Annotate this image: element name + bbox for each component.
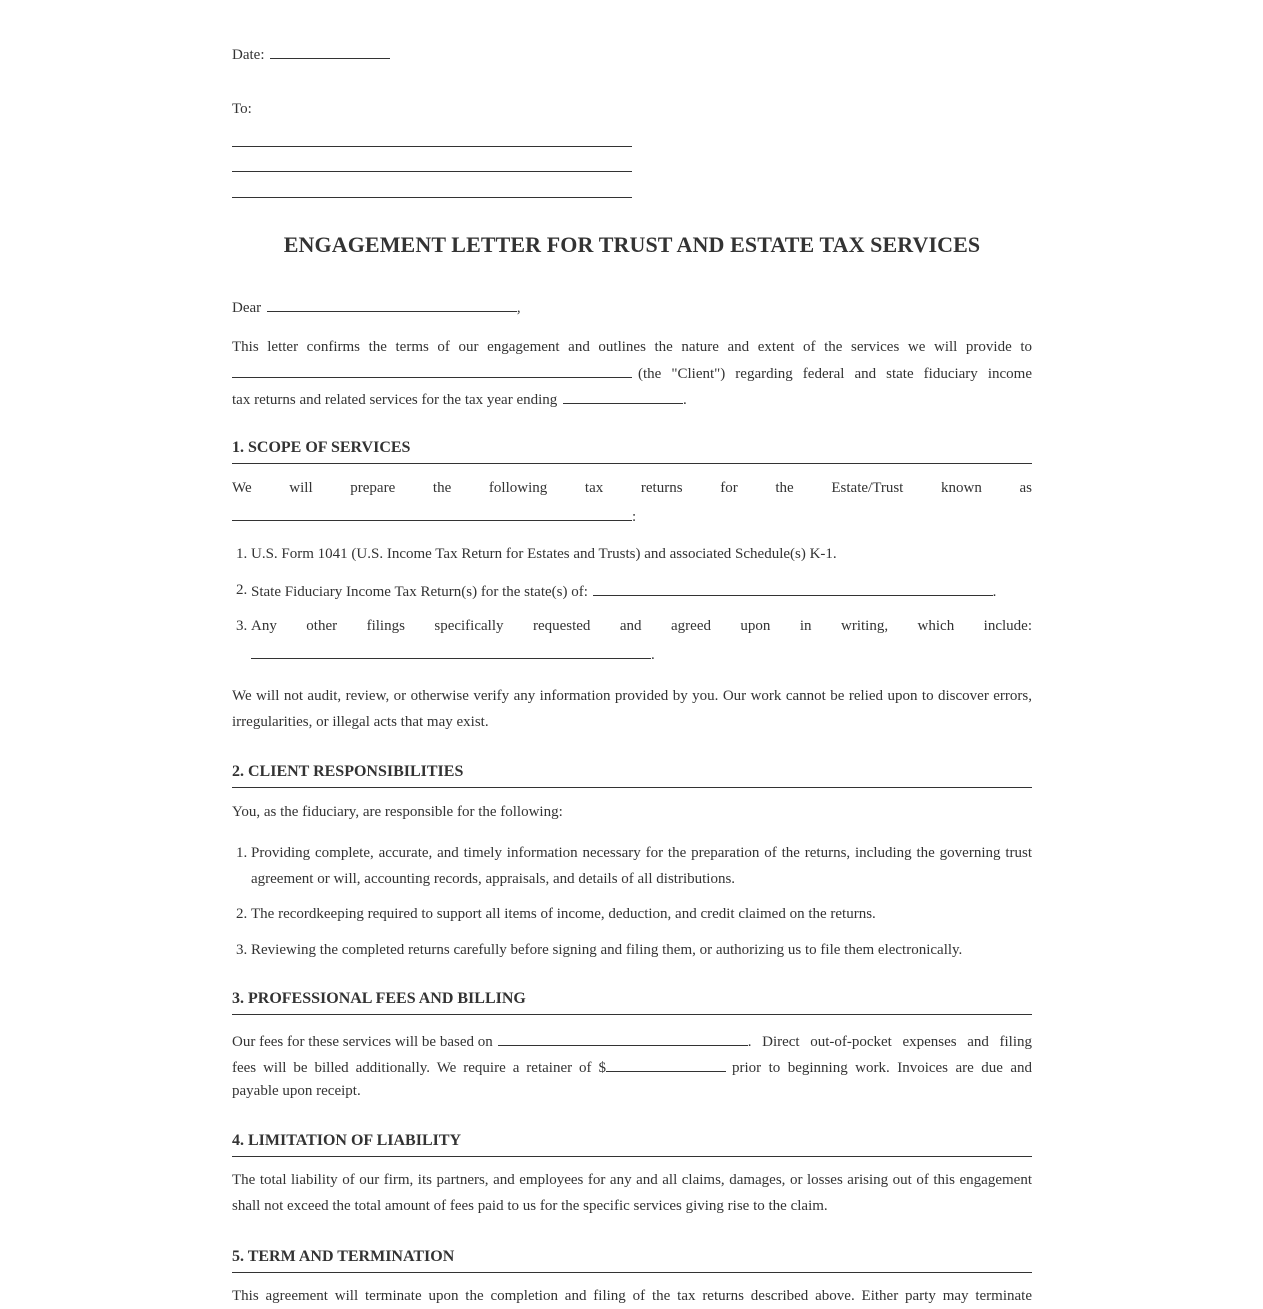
estate-trust-name-field[interactable] bbox=[232, 502, 632, 521]
client-list-item bbox=[232, 840, 1032, 892]
fees-line-1 bbox=[232, 1027, 1032, 1055]
scope-list-item bbox=[232, 541, 1032, 567]
client-name-field[interactable] bbox=[232, 359, 632, 378]
date-row bbox=[232, 40, 390, 68]
list-number: 2. bbox=[236, 906, 248, 922]
fees-line-2 bbox=[232, 1053, 1032, 1081]
scope-intro-line-1: We will prepare the following tax returns for the Estate/Trust known as bbox=[232, 480, 1032, 496]
scope-intro-line-2 bbox=[232, 502, 636, 530]
scope-disclaimer: We will not audit, review, or otherwise verify any information provided by you. Our work cannot be relied upon to discover errors, irregularities, or illegal acts that may exist. bbox=[232, 688, 1032, 730]
client-item-3-text: Reviewing the completed returns carefully before signing and filing them, or authorizing us to file them electronically. bbox=[251, 942, 963, 958]
section-fees-heading: 3. PROFESSIONAL FEES AND BILLING bbox=[232, 990, 1032, 1015]
section-client-heading: 2. CLIENT RESPONSIBILITIES bbox=[232, 763, 1032, 788]
to-label: To: bbox=[232, 101, 252, 117]
intro-line-2 bbox=[232, 359, 1032, 387]
tax-year-end-field[interactable] bbox=[563, 385, 683, 404]
section-liability-heading: 4. LIMITATION OF LIABILITY bbox=[232, 1132, 1032, 1157]
intro-client-text: (the "Client") regarding federal and state fiduciary income bbox=[638, 366, 1032, 382]
fees-line-3: payable upon receipt. bbox=[232, 1083, 361, 1099]
scope-list-item bbox=[232, 577, 1032, 605]
list-number: 1. bbox=[236, 546, 248, 562]
client-item-1-text: Providing complete, accurate, and timely information necessary for the preparation of the returns, including the governing trust agreement or will, accounting records, appraisals, and details of all distributions. bbox=[251, 845, 1032, 887]
liability-text: The total liability of our firm, its partners, and employees for any and all claims, damages, or losses arising out of this engagement shall not exceed the total amount of fees paid to us for the specific services giving rise to the claim. bbox=[232, 1172, 1032, 1214]
scope-item-3-text: Any other filings specifically requested and agreed upon in writing, which include: bbox=[251, 618, 1032, 634]
document-title: ENGAGEMENT LETTER FOR TRUST AND ESTATE TAX SERVICES bbox=[283, 232, 981, 257]
term-text: This agreement will terminate upon the completion and filing of the tax returns described above. Either party may terminate bbox=[232, 1288, 1032, 1304]
scope-item-3-field-row bbox=[251, 640, 655, 668]
fees-expenses-text: . Direct out-of-pocket expenses and filing bbox=[747, 1034, 1032, 1050]
client-item-2-text: The recordkeeping required to support all items of income, deduction, and credit claimed on the returns. bbox=[251, 906, 876, 922]
fee-basis-field[interactable] bbox=[498, 1027, 748, 1046]
list-number: 3. bbox=[236, 618, 248, 634]
dear-label: Dear bbox=[232, 300, 262, 316]
list-number: 1. bbox=[236, 845, 248, 861]
date-label: Date: bbox=[232, 47, 265, 63]
scope-item-2-text: State Fiduciary Income Tax Return(s) for the state(s) of: bbox=[251, 584, 588, 600]
to-address-line-2[interactable] bbox=[232, 171, 632, 172]
client-list-item bbox=[232, 937, 1032, 963]
scope-colon: : bbox=[632, 509, 637, 525]
salutation-comma: , bbox=[516, 300, 521, 316]
intro-period: . bbox=[683, 392, 687, 408]
state-names-field[interactable] bbox=[593, 577, 993, 596]
scope-item-2-period: . bbox=[992, 584, 997, 600]
intro-tax-year-text: tax returns and related services for the tax year ending bbox=[232, 392, 558, 408]
retainer-amount-field[interactable] bbox=[606, 1053, 726, 1072]
recipient-name-field[interactable] bbox=[267, 293, 517, 312]
list-number: 2. bbox=[236, 582, 248, 598]
scope-list-item bbox=[232, 613, 1032, 639]
scope-item-3-period: . bbox=[651, 647, 655, 663]
intro-line-3 bbox=[232, 385, 687, 413]
scope-item-1-text: U.S. Form 1041 (U.S. Income Tax Return for Estates and Trusts) and associated Schedule(s) K-1. bbox=[251, 546, 837, 562]
section-scope-heading: 1. SCOPE OF SERVICES bbox=[232, 439, 1032, 464]
to-address-line-3[interactable] bbox=[232, 197, 632, 198]
fees-invoice-text: prior to beginning work. Invoices are due and bbox=[732, 1060, 1032, 1076]
other-filings-field[interactable] bbox=[251, 640, 651, 659]
intro-line-1: This letter confirms the terms of our engagement and outlines the nature and extent of the services we will provide to bbox=[232, 339, 1032, 355]
fees-basis-text: Our fees for these services will be based on bbox=[232, 1034, 493, 1050]
salutation bbox=[232, 293, 521, 321]
to-address-line-1[interactable] bbox=[232, 146, 632, 147]
client-list-item bbox=[232, 901, 1032, 927]
date-field[interactable] bbox=[270, 40, 390, 59]
section-term-heading: 5. TERM AND TERMINATION bbox=[232, 1248, 1032, 1273]
scope-item-2-body bbox=[251, 577, 1032, 605]
fees-retainer-text: fees will be billed additionally. We require a retainer of $ bbox=[232, 1060, 606, 1076]
list-number: 3. bbox=[236, 942, 248, 958]
client-intro: You, as the fiduciary, are responsible for the following: bbox=[232, 804, 563, 820]
